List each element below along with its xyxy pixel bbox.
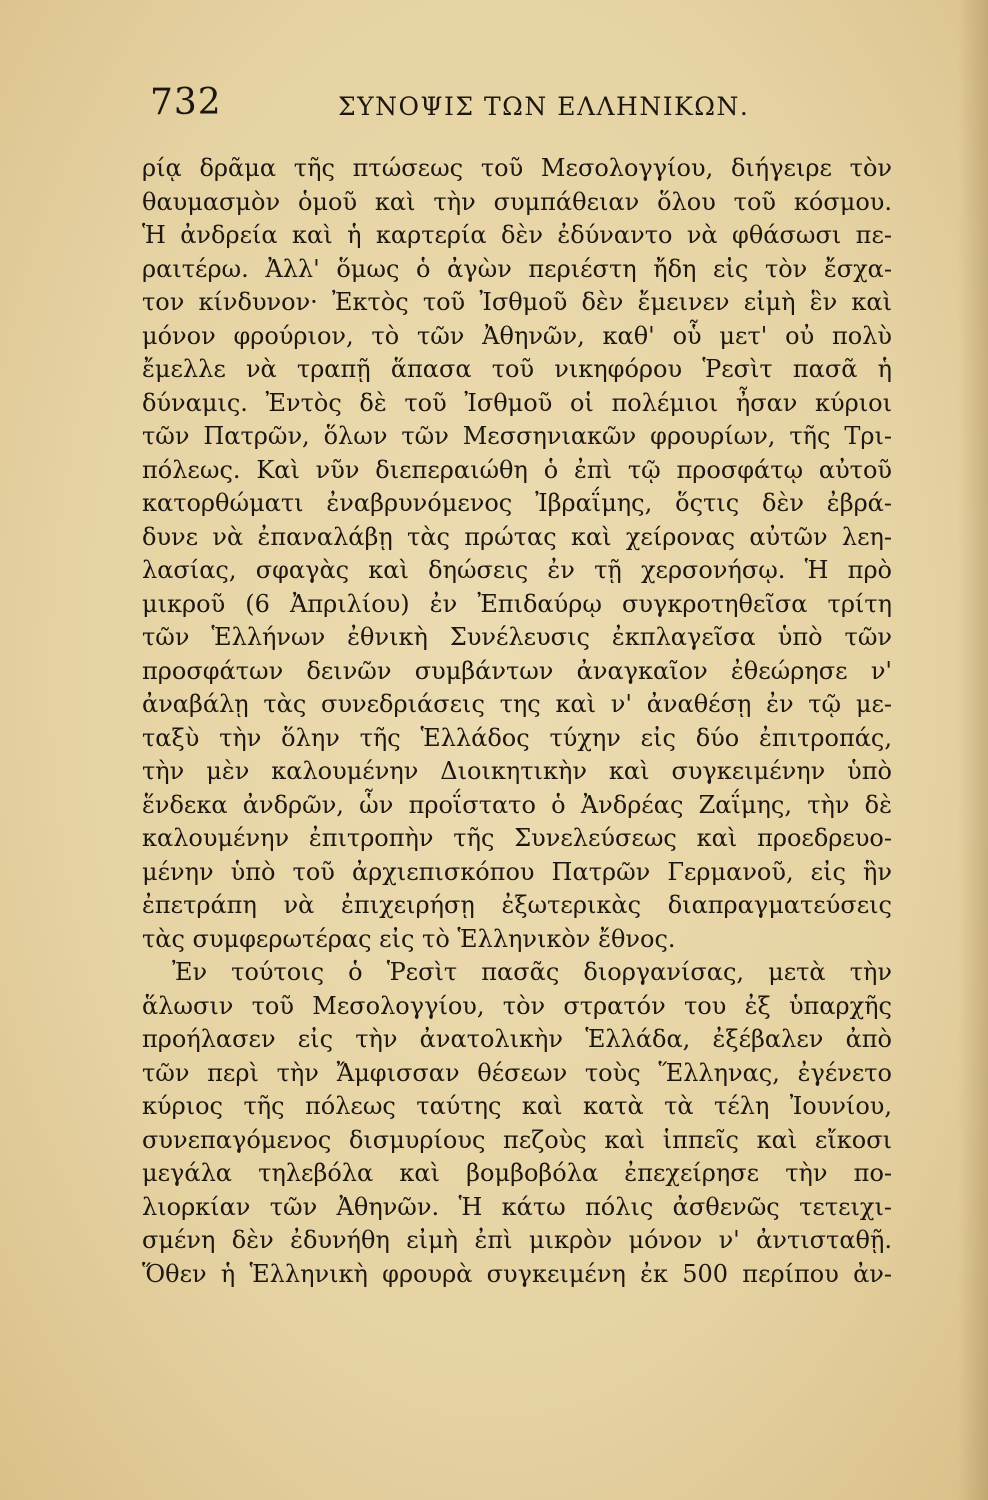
text-line: ραιτέρω. Ἀλλ' ὅμως ὁ ἀγὼν περιέστη ἤδη εἰς τὸν ἔσχα- (142, 254, 892, 283)
text-line: μένην ὑπὸ τοῦ ἀρχιεπισκόπου Πατρῶν Γερμανοῦ, εἰς ἣν (142, 857, 892, 886)
text-line: ἕνδεκα ἀνδρῶν, ὧν προΐστατο ὁ Ἀνδρέας Ζαΐμης, τὴν δὲ (142, 790, 892, 819)
body-text (142, 152, 892, 1291)
text-line: ἔμελλε νὰ τραπῇ ἅπασα τοῦ νικηφόρου Ῥεσὶτ πασᾶ ἡ (142, 355, 892, 383)
text-line: σμένη δὲν ἐδυνήθη εἰμὴ ἐπὶ μικρὸν μόνον ν' ἀντισταθῇ. (142, 1226, 892, 1254)
text-line: μεγάλα τηλεβόλα καὶ βομβοβόλα ἐπεχείρησε τὴν πο- (142, 1159, 892, 1187)
text-line: θαυμασμὸν ὁμοῦ καὶ τὴν συμπάθειαν ὅλου τοῦ κόσμου. (142, 187, 892, 216)
text-line: τῶν Πατρῶν, ὅλων τῶν Μεσσηνιακῶν φρουρίων, τῆς Τρι- (142, 422, 892, 450)
text-line: Ἡ ἀνδρεία καὶ ἡ καρτερία δὲν ἐδύναντο νὰ φθάσωσι πε- (142, 221, 892, 249)
text-line: ἅλωσιν τοῦ Μεσολογγίου, τὸν στρατόν του ἐξ ὑπαρχῆς (142, 991, 892, 1020)
text-line: μόνον φρούριον, τὸ τῶν Ἀθηνῶν, καθ' οὗ μετ' οὐ πολὺ (142, 321, 892, 350)
text-line: Ἐν τούτοις ὁ Ῥεσὶτ πασᾶς διοργανίσας, μετὰ τὴν (172, 958, 892, 986)
text-line: συνεπαγόμενος δισμυρίους πεζοὺς καὶ ἱππεῖς καὶ εἴκοσι (142, 1125, 892, 1154)
text-line: Ὅθεν ἡ Ἑλληνικὴ φρουρὰ συγκειμένη ἐκ 500 περίπου ἀν- (142, 1259, 892, 1288)
text-line: τον κίνδυνον· Ἐκτὸς τοῦ Ἰσθμοῦ δὲν ἔμεινεν εἰμὴ ἓν καὶ (142, 288, 892, 316)
text-line: λασίας, σφαγὰς καὶ δηώσεις ἐν τῇ χερσονήσῳ. Ἡ πρὸ (142, 556, 892, 584)
text-line: τῶν περὶ τὴν Ἄμφισσαν θέσεων τοὺς Ἕλληνας, ἐγένετο (142, 1058, 892, 1087)
text-line: δυνε νὰ ἐπαναλάβῃ τὰς πρώτας καὶ χείρονας αὐτῶν λεη- (142, 522, 892, 551)
text-line: προήλασεν εἰς τὴν ἀνατολικὴν Ἑλλάδα, ἐξέβαλεν ἀπὸ (142, 1025, 892, 1053)
text-line: κατορθώματι ἐναβρυνόμενος Ἰβραΐμης, ὅςτις δὲν ἐβρά- (142, 489, 892, 517)
text-line: δύναμις. Ἐντὸς δὲ τοῦ Ἰσθμοῦ οἱ πολέμιοι ἦσαν κύριοι (142, 388, 892, 417)
text-line: πόλεως. Καὶ νῦν διεπεραιώθη ὁ ἐπὶ τῷ προσφάτῳ αὐτοῦ (142, 455, 892, 484)
text-line: ταξὺ τὴν ὅλην τῆς Ἑλλάδος τύχην εἰς δύο ἐπιτροπάς, (142, 723, 892, 752)
text-line: μικροῦ (6 Ἀπριλίου) ἐν Ἐπιδαύρῳ συγκροτηθεῖσα τρίτη (142, 589, 892, 618)
text-line: ἐπετράπη νὰ ἐπιχειρήσῃ ἐξωτερικὰς διαπραγματεύσεις (142, 891, 892, 919)
text-line: κύριος τῆς πόλεως ταύτης καὶ κατὰ τὰ τέλη Ἰουνίου, (142, 1092, 892, 1120)
page-number: 732 (150, 82, 222, 123)
text-line: τῶν Ἑλλήνων ἐθνικὴ Συνέλευσις ἐκπλαγεῖσα ὑπὸ τῶν (142, 623, 892, 651)
text-line: καλουμένην ἐπιτροπὴν τῆς Συνελεύσεως καὶ προεδρευο- (142, 824, 892, 852)
text-line: ἀναβάλῃ τὰς συνεδριάσεις της καὶ ν' ἀναθέσῃ ἐν τῷ με- (142, 690, 892, 718)
text-line: λιορκίαν τῶν Ἀθηνῶν. Ἡ κάτω πόλις ἀσθενῶς τετειχι- (142, 1192, 892, 1221)
text-line: προσφάτων δεινῶν συμβάντων ἀναγκαῖον ἐθεώρησε ν' (142, 656, 892, 685)
page-edge-shadow (958, 0, 988, 1500)
text-line: τὴν μὲν καλουμένην Διοικητικὴν καὶ συγκειμένην ὑπὸ (142, 757, 892, 785)
text-line: τὰς συμφερωτέρας εἰς τὸ Ἑλληνικὸν ἔθνος. (142, 924, 676, 953)
running-title: ΣΥΝΟΨΙΣ ΤΩΝ ΕΛΛΗΝΙΚΩΝ. (338, 92, 750, 121)
text-line: ρίᾳ δρᾶμα τῆς πτώσεως τοῦ Μεσολογγίου, διήγειρε τὸν (142, 154, 892, 182)
